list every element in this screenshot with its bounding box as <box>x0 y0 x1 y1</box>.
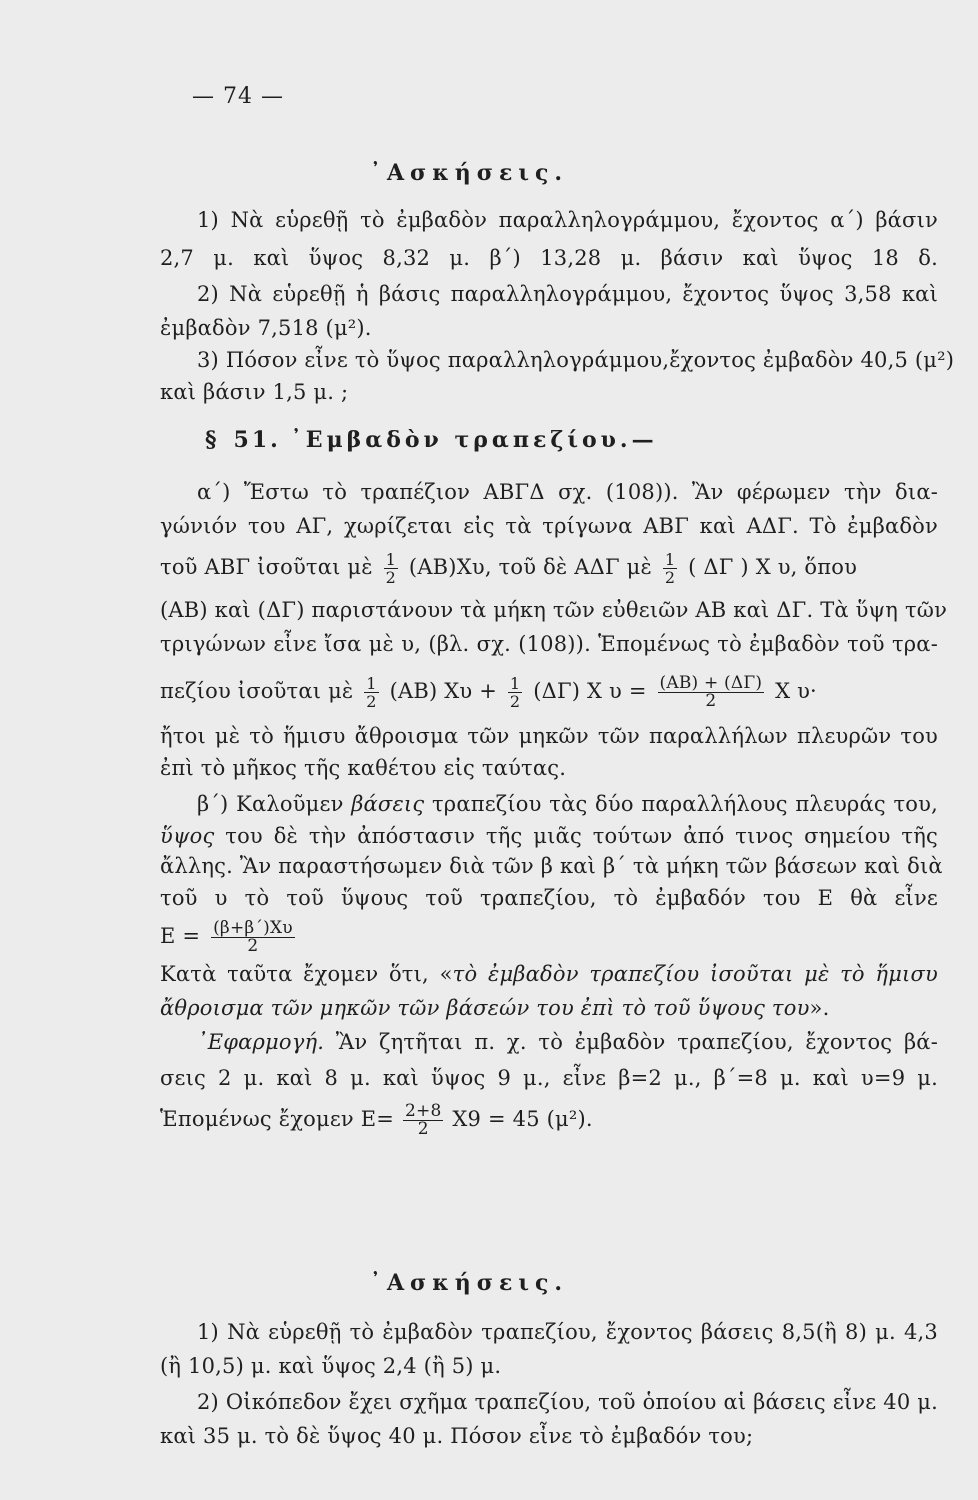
section-number: 51. <box>233 427 281 453</box>
application-line-1 <box>197 1028 938 1056</box>
fraction-one-half <box>384 551 398 586</box>
section-title: ᾿Εμβαδὸν τραπεζίου.— <box>290 427 658 453</box>
exercise-2-line-1: 2) Νὰ εὑρεθῇ ἡ βάσις παραλληλογράμμου, ἔχοντος ὕψος 3,58 καὶ <box>197 282 938 306</box>
paragraph-a-line-6 <box>160 666 938 716</box>
fraction-denominator: 2 <box>366 692 377 711</box>
exercise-3-line-2: καὶ βάσιν 1,5 μ. ; <box>160 380 349 404</box>
formula-fraction <box>211 920 295 955</box>
paragraph-b-line-6 <box>160 960 938 988</box>
text-fragment: (ΑΒ)Χυ, τοῦ δὲ ΑΔΓ μὲ <box>408 555 652 579</box>
application-fraction <box>403 1103 443 1138</box>
fraction-one-half <box>364 675 378 710</box>
fraction-numerator: 2+8 <box>405 1101 442 1121</box>
paragraph-a-line-7: ἤτοι μὲ τὸ ἥμισυ ἄθροισμα τῶν μηκῶν τῶν παραλλήλων πλευρῶν του <box>160 724 938 748</box>
text-fragment: (ΔΓ) Χ υ = <box>533 679 647 703</box>
fraction-numerator: 1 <box>509 674 521 693</box>
fraction-one-half <box>508 675 522 710</box>
paragraph-b-line-2 <box>160 822 938 850</box>
text-fragment: Ἑπομένως ἔχομεν Ε= <box>160 1107 395 1131</box>
fraction-denominator: 2 <box>417 1119 429 1139</box>
application-line-3 <box>160 1094 938 1144</box>
paragraph-a-line-1: α΄) Ἔστω τὸ τραπέζιον ΑΒΓΔ σχ. (108)). Ἂν φέρωμεν τὴν δια- <box>197 480 938 504</box>
formula-lhs: Ε = <box>160 924 201 948</box>
text-fragment: Χ9 = 45 (μ²). <box>452 1107 593 1131</box>
section-heading <box>205 427 658 453</box>
fraction-numerator: 1 <box>664 550 676 569</box>
term-hypsos: ὕψος <box>160 824 215 848</box>
fraction-denominator: 2 <box>509 692 521 711</box>
term-baseis: βάσεις <box>351 792 425 816</box>
text-fragment: τοῦ ΑΒΓ ἰσοῦται μὲ <box>160 555 373 579</box>
fraction-denominator: 2 <box>247 936 259 956</box>
exercise-2-1-line-2: (ἢ 10,5) μ. καὶ ὕψος 2,4 (ἢ 5) μ. <box>160 1354 502 1378</box>
fraction-denominator: 2 <box>664 568 676 587</box>
text-fragment: Χ υ· <box>775 679 817 703</box>
exercise-2-line-2: ἐμβαδὸν 7,518 (μ²). <box>160 316 372 340</box>
exercise-2-1-line-1: 1) Νὰ εὑρεθῇ τὸ ἐμβαδὸν τραπεζίου, ἔχοντος βάσεις 8,5(ἢ 8) μ. 4,3 <box>197 1320 938 1344</box>
text-fragment: του δὲ τὴν ἀπόστασιν τῆς μιᾶς τούτων ἀπό τινος σημείου τῆς <box>225 824 938 848</box>
fraction-numerator: 1 <box>385 550 397 569</box>
exercise-3-line-1: 3) Πόσον εἶνε τὸ ὕψος παραλληλογράμμου,ἔχοντος ἐμβαδὸν 40,5 (μ²) <box>197 348 955 372</box>
fraction-numerator: (β+β΄)Χυ <box>213 918 293 938</box>
paragraph-a-line-3 <box>160 544 938 590</box>
exercise-2-2-line-1: 2) Οἰκόπεδον ἔχει σχῆμα τραπεζίου, τοῦ ὁποίου αἱ βάσεις εἶνε 40 μ. <box>197 1390 938 1414</box>
text-fragment: πεζίου ἰσοῦται μὲ <box>160 679 354 703</box>
paragraph-a-line-4: (ΑΒ) καὶ (ΔΓ) παριστάνουν τὰ μήκη τῶν εὐθειῶν ΑΒ καὶ ΔΓ. Τὰ ὕψη τῶν <box>160 598 948 622</box>
text-fragment: τραπεζίου τὰς δύο παραλλήλους πλευράς του, <box>431 792 938 816</box>
fraction-one-half <box>663 551 677 586</box>
application-line-2: σεις 2 μ. καὶ 8 μ. καὶ ὕψος 9 μ., εἶνε β=2 μ., β΄=8 μ. καὶ υ=9 μ. <box>160 1066 938 1090</box>
exercise-1-line-1: 1) Νὰ εὑρεθῇ τὸ ἐμβαδὸν παραλληλογράμμου, ἔχοντος α΄) βάσιν <box>197 208 938 232</box>
paragraph-b-line-4: τοῦ υ τὸ τοῦ ὕψους τοῦ τραπεζίου, τὸ ἐμβαδόν του Ε θὰ εἶνε <box>160 886 938 910</box>
paragraph-a-line-2: γώνιόν του ΑΓ, χωρίζεται εἰς τὰ τρίγωνα ΑΒΓ καὶ ΑΔΓ. Τὸ ἐμβαδὸν <box>160 514 938 538</box>
rule-statement: τὸ ἐμβαδὸν τραπεζίου ἰσοῦται μὲ τὸ ἥμισυ <box>452 962 938 986</box>
paragraph-b-line-7 <box>160 994 938 1022</box>
exercise-1-line-2: 2,7 μ. καὶ ὕψος 8,32 μ. β΄) 13,28 μ. βάσιν καὶ ὕψος 18 δ. <box>160 246 938 270</box>
paragraph-a-line-8: ἐπὶ τὸ μῆκος τῆς καθέτου εἰς ταύτας. <box>160 756 567 780</box>
text-fragment: β΄) Καλοῦμεν <box>197 792 344 816</box>
paragraph-b-line-1 <box>197 790 938 818</box>
fraction-numerator: (ΑΒ) + (ΔΓ) <box>659 673 763 693</box>
fraction-sum-over-two <box>658 675 765 710</box>
section-symbol: § <box>205 427 220 453</box>
fraction-denominator: 2 <box>385 568 397 587</box>
paragraph-a-line-5: τριγώνων εἶνε ἴσα μὲ υ, (βλ. σχ. (108)). Ἑπομένως τὸ ἐμβαδὸν τοῦ τρα- <box>160 632 938 656</box>
text-fragment: Ἂν ζητῆται π. χ. τὸ ἐμβαδὸν τραπεζίου, ἔχοντος βά- <box>335 1030 938 1054</box>
text-fragment: ». <box>809 996 830 1020</box>
text-fragment: ( ΔΓ ) Χ υ, ὅπου <box>688 555 858 579</box>
exercises-heading-2: ᾿Ασκήσεις. <box>369 1270 569 1296</box>
formula-area <box>160 912 938 960</box>
fraction-numerator: 1 <box>366 674 377 693</box>
fraction-denominator: 2 <box>705 691 717 711</box>
exercise-2-2-line-2: καὶ 35 μ. τὸ δὲ ὕψος 40 μ. Πόσον εἶνε τὸ ἐμβαδόν του; <box>160 1424 754 1448</box>
page-number: — 74 — <box>192 84 284 109</box>
application-label: ᾿Εφαρμογή. <box>197 1030 325 1054</box>
paragraph-b-line-3: ἄλλης. Ἂν παραστήσωμεν διὰ τῶν β καὶ β΄ τὰ μήκη τῶν βάσεων καὶ διὰ <box>160 854 943 878</box>
text-fragment: Κατὰ ταῦτα ἔχομεν ὅτι, « <box>160 962 453 986</box>
text-fragment: (ΑΒ) Χυ + <box>389 679 498 703</box>
rule-statement: ἄθροισμα τῶν μηκῶν τῶν βάσεών του ἐπὶ τὸ τοῦ ὕψους του <box>160 996 810 1020</box>
exercises-heading: ᾿Ασκήσεις. <box>369 160 569 186</box>
